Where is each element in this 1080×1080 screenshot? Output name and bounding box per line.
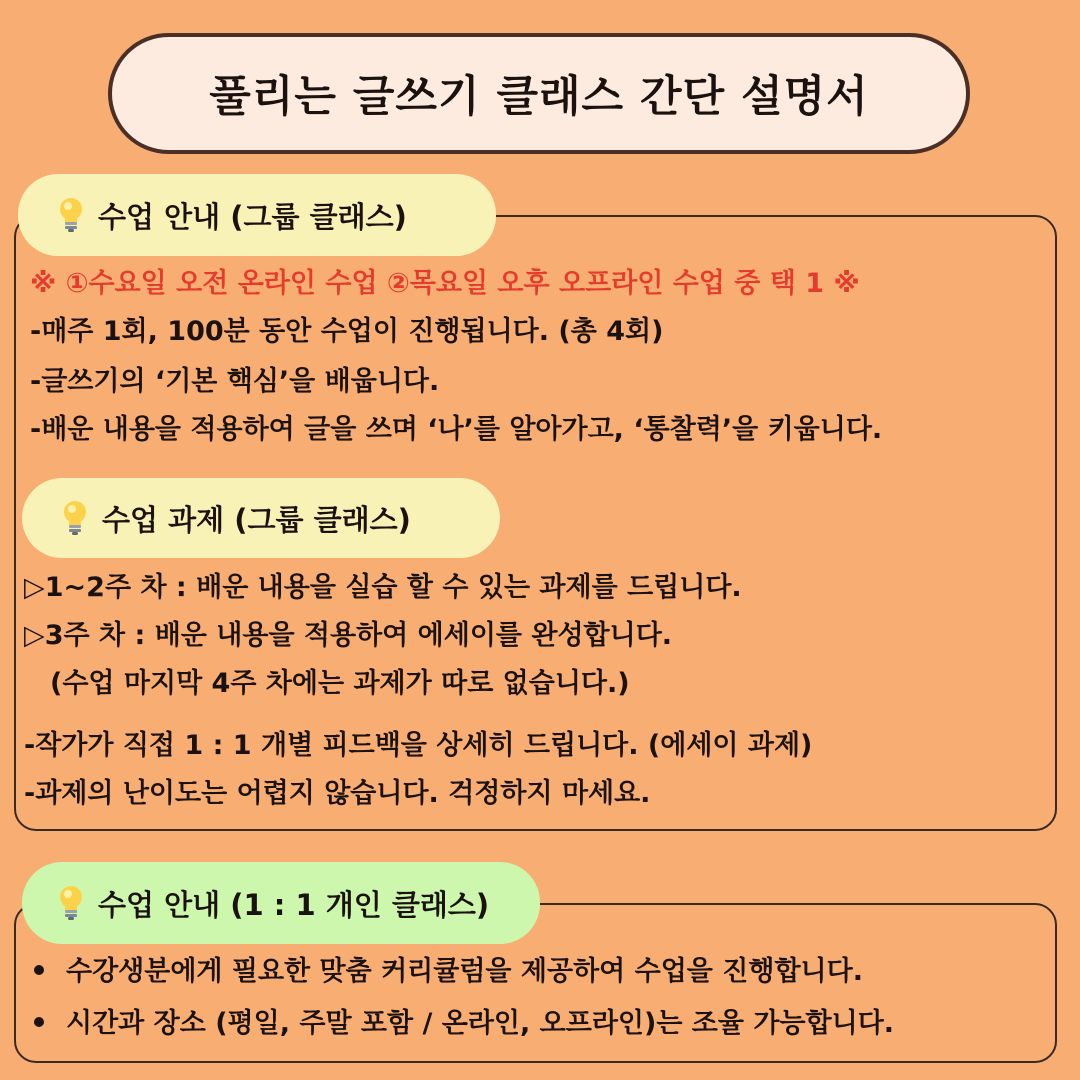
bullet-text: 시간과 장소 (평일, 주말 포함 / 온라인, 오프라인)는 조율 가능합니다. xyxy=(66,1008,895,1039)
schedule-highlight: ※ ①수요일 오전 온라인 수업 ②목요일 오후 오프라인 수업 중 택 1 ※ xyxy=(30,268,860,299)
section-label-text: 수업 과제 (그룹 클래스) xyxy=(102,502,411,537)
info-line: -글쓰기의 ‘기본 핵심’을 배웁니다. xyxy=(30,366,440,397)
section-label-text: 수업 안내 (1 : 1 개인 클래스) xyxy=(98,887,490,922)
bullet-dot xyxy=(34,965,44,975)
section-label-group-info xyxy=(18,174,496,256)
bullet-text: 수강생분에게 필요한 맞춤 커리큘럼을 제공하여 수업을 진행합니다. xyxy=(66,956,863,987)
lightbulb-icon xyxy=(58,197,84,233)
lightbulb-icon xyxy=(58,885,84,921)
bullet-item xyxy=(34,958,863,985)
feedback-line: -작가가 직접 1 : 1 개별 피드백을 상세히 드립니다. (에세이 과제) xyxy=(24,730,813,761)
difficulty-line: -과제의 난이도는 어렵지 않습니다. 걱정하지 마세요. xyxy=(24,778,651,809)
lightbulb-icon xyxy=(62,500,88,536)
assignment-line: ▷3주 차 : 배운 내용을 적용하여 에세이를 완성합니다. xyxy=(24,620,673,651)
info-line: -배운 내용을 적용하여 글을 쓰며 ‘나’를 알아가고, ‘통찰력’을 키웁니다. xyxy=(30,414,883,445)
assignment-line: ▷1~2주 차 : 배운 내용을 실습 할 수 있는 과제를 드립니다. xyxy=(24,572,742,603)
bullet-dot xyxy=(34,1017,44,1027)
info-line: -매주 1회, 100분 동안 수업이 진행됩니다. (총 4회) xyxy=(30,316,664,347)
section-label-text: 수업 안내 (그룹 클래스) xyxy=(98,199,407,234)
section-label-private-info xyxy=(22,862,540,944)
page-title-text: 풀리는 글쓰기 클래스 간단 설명서 xyxy=(209,72,869,122)
page-title xyxy=(108,33,970,154)
section-label-group-assignment xyxy=(22,478,500,558)
assignment-note: (수업 마지막 4주 차에는 과제가 따로 없습니다.) xyxy=(50,668,630,699)
bullet-item xyxy=(34,1010,894,1037)
